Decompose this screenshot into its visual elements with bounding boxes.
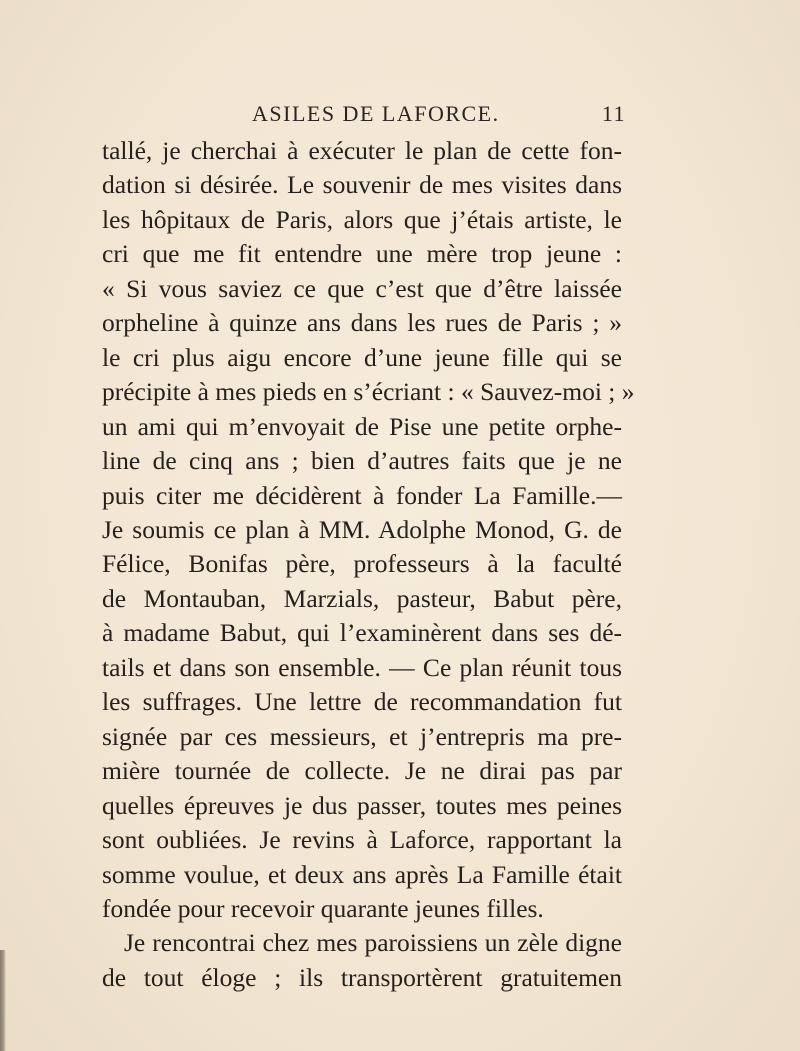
page-number: 11 xyxy=(601,101,626,126)
text-line: orpheline à quinze ans dans les rues de Paris ; » xyxy=(102,308,622,338)
text-line: dation si désirée. Le souvenir de mes visites dans xyxy=(102,170,622,200)
text-line: de Montauban, Marzials, pasteur, Babut père, xyxy=(102,583,622,613)
text-line: signée par ces messieurs, et j’entrepris ma pre- xyxy=(102,721,622,751)
running-head xyxy=(252,101,632,131)
text-line: mière tournée de collecte. Je ne dirai pas par xyxy=(102,756,622,786)
text-line: tallé, je cherchai à exécuter le plan de cette fon- xyxy=(102,136,622,165)
text-line: les suffrages. Une lettre de recommandation fut xyxy=(102,687,622,717)
text-line: somme voulue, et deux ans après La Famille était xyxy=(102,859,622,889)
running-title: ASILES DE LAFORCE. xyxy=(252,101,500,126)
text-line: de tout éloge ; ils transportèrent gratuitemen xyxy=(102,962,622,992)
text-line: sont oubliées. Je revins à Laforce, rapportant la xyxy=(102,825,622,855)
text-line: précipite à mes pieds en s’écriant : « Sauvez-moi ; » xyxy=(102,377,635,407)
body-text xyxy=(102,134,635,995)
text-line: Je soumis ce plan à MM. Adolphe Monod, G. de xyxy=(102,514,622,544)
text-line: à madame Babut, qui l’examinèrent dans ses dé- xyxy=(102,618,622,648)
text-line: fondée pour recevoir quarante jeunes filles. xyxy=(102,893,544,923)
text-line: cri que me fit entendre une mère trop jeune : xyxy=(102,239,622,269)
text-line: le cri plus aigu encore d’une jeune fille qui se xyxy=(102,342,622,372)
text-line: puis citer me décidèrent à fonder La Famille.— xyxy=(102,480,622,510)
text-line: tails et dans son ensemble. — Ce plan réunit tous xyxy=(102,652,622,682)
page-edge-shadow xyxy=(0,950,6,1051)
text-line: les hôpitaux de Paris, alors que j’étais artiste, le xyxy=(102,204,622,234)
text-line: Félice, Bonifas père, professeurs à la faculté xyxy=(102,549,622,579)
text-line: « Si vous saviez ce que c’est que d’être laissée xyxy=(102,273,622,303)
text-line: un ami qui m’envoyait de Pise une petite orphe- xyxy=(102,411,622,441)
text-line: quelles épreuves je dus passer, toutes mes peines xyxy=(102,790,622,820)
text-line: line de cinq ans ; bien d’autres faits que je ne xyxy=(102,446,622,476)
text-line: Je rencontrai chez mes paroissiens un zèle digne xyxy=(124,928,622,958)
